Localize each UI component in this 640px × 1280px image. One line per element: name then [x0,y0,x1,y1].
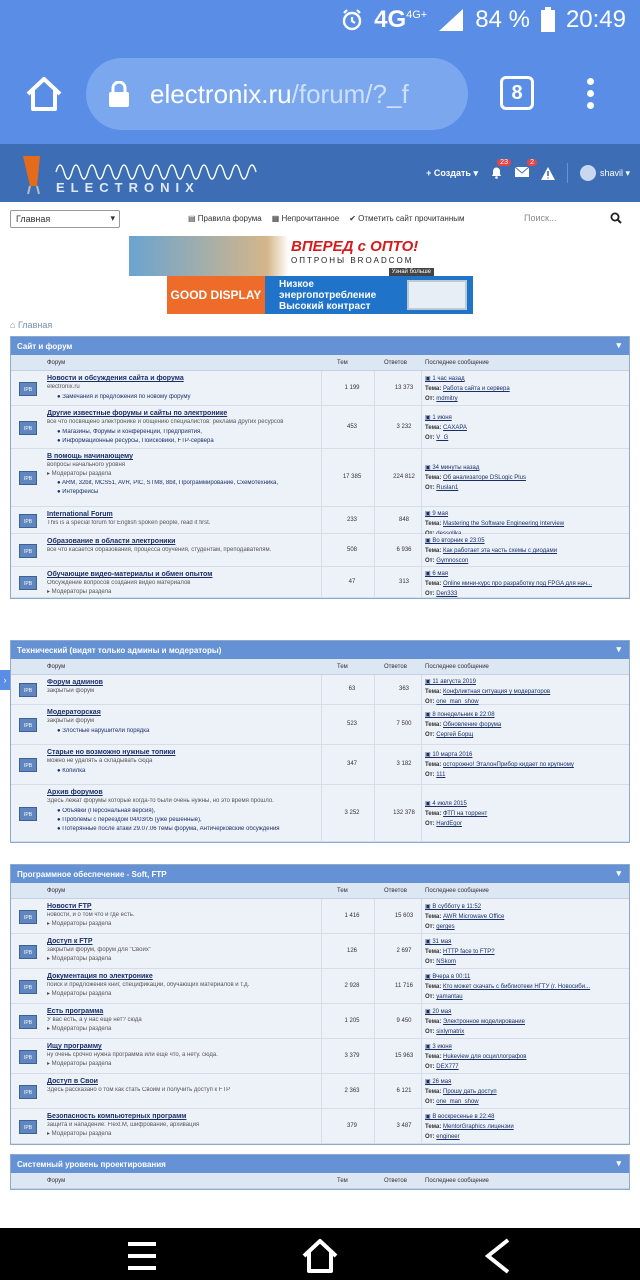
forum-row[interactable] [11,785,629,842]
message-count: 2 [527,159,537,166]
column-header-row [11,1173,629,1189]
forum-title-link[interactable]: Доступ в Свои [47,1078,98,1085]
last-post-date[interactable]: ▣ 3 июня [425,1044,452,1050]
last-post-topic[interactable]: Электронное моделирование [443,1019,525,1025]
android-nav-bar [0,1228,640,1280]
site-logo[interactable] [20,152,270,194]
last-post-date[interactable]: ▣ 26 мая [425,1079,452,1085]
forum-description: electronix.ru [47,384,80,390]
last-post-date[interactable]: ▣ 4 июля 2015 [425,801,467,807]
messages-button[interactable] [515,159,534,180]
page-content [0,202,640,1228]
forum-description: This is a special forum for English spoken people, read it first. [47,520,211,526]
post-count: 13 373 [394,385,414,391]
last-post-author[interactable]: 111 [436,772,446,778]
last-post[interactable] [425,463,629,493]
notification-count: 23 [497,159,511,166]
forum-status-icon: IPB [19,421,37,435]
topic-count: 523 [346,721,357,727]
last-post[interactable] [425,750,629,780]
last-post-topic[interactable]: СAXAPA [443,425,467,431]
last-post-topic[interactable]: Конфликтная ситуация у модераторов [443,689,551,695]
forum-row[interactable] [11,1074,629,1109]
avatar [580,165,596,181]
forum-description: поиск и предложения книг, спецификаций, обучающих материалов и т.д. [47,982,250,988]
clock: 20:49 [565,6,626,33]
from-label: От: [425,994,437,1000]
chevron-down-icon[interactable]: ▾ [616,644,621,654]
warning-icon[interactable] [541,167,555,180]
post-count: 224 812 [393,474,415,480]
forum-row[interactable] [11,567,629,598]
ad-banner-gooddisplay[interactable]: GOOD DISPLAY Низкое энергопотребление Высокий контраст [167,276,473,314]
subforum-links[interactable]: ● Объявки (Персональная версия), [57,808,156,814]
forum-moderators[interactable]: ▸ Модераторы раздела [47,921,112,927]
site-header [0,144,640,202]
post-count: 3 232 [396,424,412,430]
forum-description: вопросы начального уровня [47,462,126,468]
from-label: От: [425,1064,437,1070]
theme-label: Тема: [425,1124,443,1130]
url-bar[interactable] [86,58,468,130]
last-post[interactable] [425,1007,629,1037]
chevron-down-icon[interactable]: ▾ [616,868,621,878]
last-post-author[interactable]: sixlymatrix [436,1029,465,1035]
theme-label: Тема: [425,914,443,920]
column-header-topics: Тем [337,1178,348,1184]
envelope-icon [515,166,529,178]
topic-count: 1 416 [344,913,360,919]
forum-title-link[interactable]: Доступ к FTP [47,938,93,945]
last-post-date[interactable]: ▣ 1 час назад [425,376,465,382]
forum-status-icon: IPB [19,945,37,959]
forum-description: новости, и о том что и где есть. [47,912,135,918]
last-post-author[interactable]: Gymnoscon [436,558,469,564]
last-post[interactable] [425,799,629,829]
last-post[interactable] [425,569,629,599]
create-button[interactable]: + Создать ▾ [426,167,478,178]
quick-nav-select[interactable]: Главная ▾ [10,210,120,228]
chevron-down-icon[interactable]: ▾ [616,340,621,350]
last-post[interactable] [425,413,629,443]
search-icon[interactable] [610,212,622,224]
forum-status-icon: IPB [19,514,37,528]
theme-label: Тема: [425,811,443,817]
forum-category [10,1154,630,1190]
column-header-row [11,659,629,675]
theme-label: Тема: [425,548,443,554]
forum-row[interactable] [11,371,629,406]
forum-row[interactable] [11,705,629,745]
category-title: Сайт и форум [17,342,73,351]
forum-title-link[interactable]: Новости и обсуждения сайта и форума [47,375,184,382]
last-post-author[interactable]: Сергей Борщ [436,732,474,738]
forum-row[interactable] [11,675,629,705]
last-post[interactable] [425,374,629,404]
post-count: 15 603 [394,913,414,919]
forum-title-link[interactable]: International Forum [47,511,113,518]
topic-count: 508 [346,547,357,553]
forum-title-link[interactable]: Документация по электронике [47,973,153,980]
forum-row[interactable] [11,969,629,1004]
signal-icon [437,7,465,33]
column-header-posts: Ответов [384,360,407,366]
last-post-date[interactable]: ▣ 9 мая [425,511,449,517]
last-post-date[interactable]: ▣ 6 мая [425,571,449,577]
subforum-links[interactable]: ● Замечания и предложения по новому форуму [57,394,191,400]
column-header-row [11,355,629,371]
forum-row[interactable] [11,1004,629,1039]
forum-title-link[interactable]: Новости FTP [47,903,92,910]
last-post-topic[interactable]: осторожно! ЭталонПрибор кидает по крупному [443,762,574,768]
column-header-row [11,883,629,899]
last-post-author[interactable]: engineer [436,1134,460,1140]
forum-title-link[interactable]: Образование в области электроники [47,538,176,545]
column-header-last: Последнее сообщение [425,1178,489,1184]
side-panel-toggle[interactable]: › [0,670,10,690]
last-post-author[interactable]: gerges [436,924,455,930]
subforum-links[interactable]: ● Интерфейсы [57,489,99,495]
last-post[interactable] [425,1042,629,1072]
last-post[interactable] [425,902,629,932]
search-input[interactable]: Поиск... [524,213,557,223]
post-count: 313 [398,579,409,585]
theme-label: Тема: [425,521,443,527]
forum-title-link[interactable]: Безопасность компьютерных программ [47,1113,187,1120]
from-label: От: [425,732,437,738]
from-label: От: [425,821,437,827]
topic-count: 3 252 [344,810,360,816]
forum-description: Здесь рассказано о том как стать Своим и получить доступ к FTP [47,1087,231,1093]
column-header-topics: Тем [337,360,348,366]
last-post-date[interactable]: ▣ 1 июня [425,415,452,421]
column-header-forum: Форум [47,888,66,894]
theme-label: Тема: [425,762,443,768]
column-header-posts: Ответов [384,1178,407,1184]
url-path: /forum/?_f [291,78,409,109]
forum-status-icon: IPB [19,471,37,485]
status-bar [0,0,640,44]
last-post-author[interactable]: mdmitry [436,396,458,402]
last-post-topic[interactable]: Прошу дать доступ [443,1089,497,1095]
topic-count: 347 [346,761,357,767]
post-count: 7 500 [396,721,412,727]
category-title: Технический (видят только админы и модераторы) [17,646,222,655]
post-count: 363 [398,686,409,692]
forum-description: защита и нападение: Flexl.M, шифрование, архивация [47,1122,200,1128]
forum-status-icon: IPB [19,576,37,590]
theme-label: Тема: [425,949,443,955]
last-post-topic[interactable]: Hukeview для осциллографов [443,1054,527,1060]
forum-title-link[interactable]: Старые но возможно нужные топики [47,749,176,756]
last-post-topic[interactable]: Об анализаторе DSLogic Plus [443,475,526,481]
user-menu[interactable] [580,165,630,181]
post-count: 6 121 [396,1088,412,1094]
post-count: 2 697 [396,948,412,954]
topic-count: 63 [348,686,356,692]
last-post-topic[interactable]: Кто может скачать с библиотеки НГТУ (г. Новосиби... [443,984,591,990]
forum-title-link[interactable]: Есть программа [47,1008,104,1015]
category-title: Программное обеспечение - Soft, FTP [17,870,167,879]
last-post-author[interactable]: V_G [436,435,449,441]
rules-link[interactable]: ▤ Правила форума [188,214,262,223]
category-header[interactable] [11,865,629,883]
last-post-date[interactable]: ▣ В субботу в 11:52 [425,904,482,910]
last-post-topic[interactable]: MentorGraphics лицензии [443,1124,514,1130]
forum-moderators[interactable]: ▸ Модераторы раздела [47,471,112,477]
theme-label: Тема: [425,1019,443,1025]
forum-description: ну очень срочно нужна программа или еще что, а нету. сюда. [47,1052,218,1058]
forum-row[interactable] [11,507,629,534]
forum-description: все что касается образования, процесса обучения, студентам, преподавателям. [47,547,272,553]
post-count: 15 963 [394,1053,414,1059]
last-post-topic[interactable]: AWR Microwave Office [443,914,505,920]
forum-row[interactable] [11,534,629,567]
post-count: 6 936 [396,547,412,553]
topic-count: 2 363 [344,1088,360,1094]
post-count: 9 450 [396,1018,412,1024]
ad-banner-opto[interactable]: ВПЕРЕД с ОПТО! ОПТРОНЫ BROADCOM Узнай больше [129,236,436,276]
last-post-author[interactable]: DEX777 [436,1064,459,1070]
theme-label: Тема: [425,689,443,695]
forum-status-icon: IPB [19,1120,37,1134]
forum-description: У вас есть, а у нас еще нет? сюда [47,1017,142,1023]
recent-apps-icon[interactable] [124,1238,160,1274]
forum-status-icon: IPB [19,910,37,924]
topic-count: 2 928 [344,983,360,989]
last-post-date[interactable]: ▣ 31 мая [425,939,452,945]
from-label: От: [425,699,437,705]
last-post-author[interactable]: one_man_show [436,1099,479,1105]
topic-count: 1 199 [344,385,360,391]
subforum-links[interactable]: ● Проблемы с переездом 04/03/05 (уже решенные), [57,817,202,823]
last-post[interactable] [425,677,629,707]
unread-link[interactable]: ▦ Непрочитанное [271,214,340,223]
last-post-date[interactable]: ▣ В воскресенье в 22:48 [425,1114,495,1120]
subforum-links[interactable]: ● Потерянные после атаки 29.07.06 темы форума, Античерковские обсуждения [57,826,280,832]
forum-title-link[interactable]: Другие известные форумы и сайты по электронике [47,410,228,417]
back-icon[interactable] [480,1236,516,1276]
from-label: От: [425,591,437,597]
column-header-posts: Ответов [384,888,407,894]
last-post-author[interactable]: Ruslan1 [436,485,459,491]
forum-row[interactable] [11,449,629,507]
post-count: 3 487 [396,1123,412,1129]
last-post-topic[interactable]: HTTP face to FTP? [443,949,495,955]
forum-title-link[interactable]: Модераторская [47,709,101,716]
column-header-topics: Тем [337,888,348,894]
column-header-topics: Тем [337,664,348,670]
last-post-date[interactable]: ▣ 34 минуты назад [425,465,480,471]
forum-status-icon: IPB [19,758,37,772]
forum-title-link[interactable]: Архив форумов [47,789,103,796]
forum-status-icon: IPB [19,980,37,994]
topic-count: 17 385 [342,474,362,480]
last-post-topic[interactable]: ФТП на торрент [443,811,488,817]
logo-text: ELECTRONIX [56,180,200,194]
forum-row[interactable] [11,745,629,785]
from-label: От: [425,924,437,930]
forum-title-link[interactable]: Форум админов [47,679,103,686]
username: shavil ▾ [599,167,630,178]
browser-menu-button[interactable] [584,74,596,114]
forum-status-icon: IPB [19,1085,37,1099]
last-post[interactable] [425,1077,629,1107]
from-label: От: [425,1099,437,1105]
last-post-author[interactable]: NSkom [436,959,456,965]
category-header[interactable] [11,337,629,355]
topic-count: 1 205 [344,1018,360,1024]
forum-category [10,864,630,1145]
column-header-forum: Форум [47,1178,66,1184]
tab-switcher-button[interactable]: 8 [500,76,534,110]
subforum-links[interactable]: ● ARM, 32bit, MCS51, AVR, PIC, STM8, 8bit, Программирование, Схемотехника, [57,480,279,486]
topic-count: 3 379 [344,1053,360,1059]
bell-icon [490,166,503,179]
theme-label: Тема: [425,386,443,392]
subforum-links[interactable]: ● Злостные нарушители порядка [57,728,150,734]
last-post[interactable] [425,1112,629,1142]
last-post-topic[interactable]: Mastering the Software Engineering Interview [443,521,565,527]
last-post-topic[interactable]: Работа сайта и сервера [443,386,510,392]
from-label: От: [425,396,437,402]
forum-moderators[interactable]: ▸ Модераторы раздела [47,589,112,595]
last-post-topic[interactable]: Online мини-курс про разработку под FPGA для нач... [443,581,593,587]
topic-count: 453 [346,424,357,430]
last-post-date[interactable]: ▣ Во вторник в 23:05 [425,538,485,544]
column-header-posts: Ответов [384,664,407,670]
forum-moderators[interactable]: ▸ Модераторы раздела [47,956,112,962]
last-post-author[interactable]: yamantau [436,994,463,1000]
breadcrumb[interactable]: ⌂ Главная [10,320,53,330]
last-post-date[interactable]: ▣ 8 понедельник в 22:08 [425,712,495,718]
last-post[interactable] [425,972,629,1002]
chevron-down-icon[interactable]: ▾ [616,1158,621,1168]
forum-category [10,640,630,843]
last-post-author[interactable]: HardEgor [436,821,462,827]
forum-description: все что посвящено электронике и общению специалистов: реклама других ресурсов [47,419,284,425]
post-count: 3 182 [396,761,412,767]
home-nav-icon[interactable] [300,1236,340,1276]
topic-count: 379 [346,1123,357,1129]
post-count: 11 716 [395,983,413,989]
forum-title-link[interactable]: Обучающие видео-материалы и обмен опытом [47,571,213,578]
last-post-author[interactable]: Den333 [436,591,458,597]
last-post-author[interactable]: one_man_show [436,699,479,705]
forum-category [10,336,630,599]
column-header-forum: Форум [47,360,66,366]
forum-description: Здесь лежат форумы которые когда-то были очень нужны, но это время прошло. [47,798,274,804]
forum-status-icon: IPB [19,718,37,732]
home-icon[interactable] [24,74,64,114]
topic-count: 233 [346,517,357,523]
forum-moderators[interactable]: ▸ Модераторы раздела [47,1026,112,1032]
last-post-date[interactable]: ▣ Вчера в 00:11 [425,974,471,980]
theme-label: Тема: [425,984,443,990]
theme-label: Тема: [425,1054,443,1060]
topic-count: 126 [346,948,357,954]
forum-status-icon: IPB [19,683,37,697]
mark-read-link[interactable]: ✔ Отметить сайт прочитанным [349,214,465,223]
forum-status-icon: IPB [19,807,37,821]
column-header-last: Последнее сообщение [425,360,489,366]
alarm-icon [340,8,364,32]
forum-description: Обсуждение вопросов создания видео материалов [47,580,191,586]
last-post[interactable] [425,937,629,967]
topic-count: 47 [348,579,356,585]
network-type: $4G^{4G+}$ [374,6,428,33]
category-header[interactable] [11,641,629,659]
column-header-forum: Форум [47,664,66,670]
forum-row[interactable] [11,1039,629,1074]
forum-moderators[interactable]: ▸ Модераторы раздела [47,991,112,997]
theme-label: Тема: [425,581,443,587]
column-header-last: Последнее сообщение [425,888,489,894]
forum-status-icon: IPB [19,382,37,396]
forum-row[interactable] [11,406,629,449]
category-title: Системный уровень проектирования [17,1160,166,1169]
forum-row[interactable] [11,934,629,969]
post-count: 848 [398,517,409,523]
from-label: От: [425,1029,437,1035]
last-post-topic[interactable]: Обновление форума [443,722,502,728]
forum-row[interactable] [11,1109,629,1144]
battery-icon [540,7,556,33]
last-post-date[interactable]: ▣ 11 августа 2019 [425,679,476,685]
last-post[interactable] [425,710,629,740]
lock-icon [108,81,130,107]
theme-label: Тема: [425,1089,443,1095]
battery-percent: 84 % [475,6,530,33]
forum-title-link[interactable]: В помощь начинающему [47,453,134,460]
forum-title-link[interactable]: Ищу программу [47,1043,102,1050]
url-domain: electronix.ru [150,78,292,109]
from-label: От: [425,558,437,564]
forum-description: закрытый форум [47,688,95,694]
notifications-button[interactable] [490,158,508,181]
forum-status-icon: IPB [19,1015,37,1029]
category-header[interactable] [11,1155,629,1173]
forum-moderators[interactable]: ▸ Модераторы раздела [47,1131,112,1137]
from-label: От: [425,959,437,965]
forum-status-icon: IPB [19,1050,37,1064]
column-header-last: Последнее сообщение [425,664,489,670]
from-label: От: [425,435,437,441]
browser-toolbar [0,44,640,144]
theme-label: Тема: [425,425,443,431]
forum-row[interactable] [11,899,629,934]
last-post-date[interactable]: ▣ 10 марта 2016 [425,752,473,758]
forum-description: можно не удалять а складывать сюда [47,758,153,764]
subforum-links[interactable]: ● Магазины, Форумы и конференции, Предприятия, [57,429,202,435]
forum-status-icon: IPB [19,544,37,558]
last-post[interactable] [425,536,629,566]
from-label: От: [425,1134,437,1140]
forum-moderators[interactable]: ▸ Модераторы раздела [47,1061,112,1067]
subforum-links[interactable]: ● Информационные ресурсы, Поисковики, FTP-сервера [57,438,214,444]
theme-label: Тема: [425,475,443,481]
from-label: От: [425,485,437,491]
post-count: 132 378 [393,810,415,816]
forum-description: закрытый форум [47,718,95,724]
forum-description: закрытый форум, форум для "Своих" [47,947,151,953]
theme-label: Тема: [425,722,443,728]
last-post-topic[interactable]: Как работает эта часть схемы с диодами [443,548,558,554]
from-label: От: [425,772,437,778]
subforum-links[interactable]: ● Копилка [57,768,86,774]
last-post-date[interactable]: ▣ 20 мая [425,1009,452,1015]
